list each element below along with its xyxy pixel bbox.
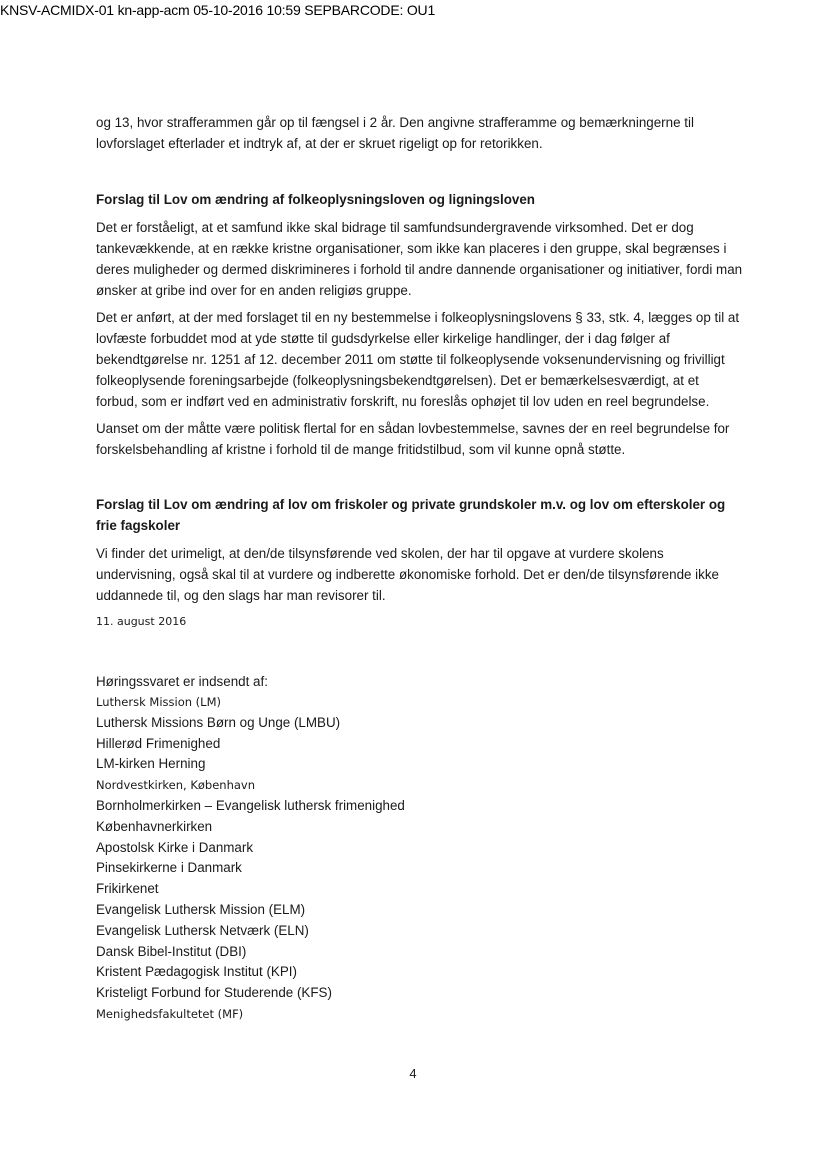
section1-paragraph-2: Det er anført, at der med forslaget til en ny bestemmelse i folkeoplysningslovens § 33, stk. 4, lægges op til at lovfæste forbuddet mod at yde støtte til gudsdyrkelse eller kirkelige handlinger, der i dag følger af bekendtgørelse nr. 1251 af 12. december 2011 om støtte til folkeoplysende voksenundervisning og frivilligt folkeoplysende foreningsarbejde (folkeoplysningsbekendtgørelsen). Det er bemærkelsesværdigt, at et forbud, som er indført ved en administrativ forskrift, nu foreslås ophøjet til lov uden en reel begrundelse. xyxy=(96,310,740,409)
list-item: Dansk Bibel-Institut (DBI) xyxy=(96,943,247,959)
document-body xyxy=(96,112,744,1025)
list-item: Pinsekirkerne i Danmark xyxy=(96,860,242,876)
page-number: 4 xyxy=(409,1066,417,1081)
submitters-list xyxy=(96,692,744,1025)
intro-paragraph: og 13, hvor strafferammen går op til fængsel i 2 år. Den angivne strafferamme og bemærkningerne til lovforslaget efterlader et indtryk af, at der er skruet rigeligt op for retorikken. xyxy=(96,115,694,151)
list-item: Luthersk Mission (LM) xyxy=(96,695,221,709)
list-item: Kristeligt Forbund for Studerende (KFS) xyxy=(96,985,332,1001)
list-item: Menighedsfakultetet (MF) xyxy=(96,1006,244,1021)
list-item: Nordvestkirken, København xyxy=(96,778,256,793)
section1-paragraph-3: Uanset om der måtte være politisk flertal for en sådan lovbestemmelse, savnes der en reel begrundelse for forskelsbehandling af kristne i forhold til de mange fritidstilbud, som vil kunne opnå støtte. xyxy=(96,421,730,457)
list-item: Kristent Pædagogisk Institut (KPI) xyxy=(96,964,297,980)
list-item: Københavnerkirken xyxy=(96,818,213,834)
list-item: Evangelisk Luthersk Netværk (ELN) xyxy=(96,922,309,938)
section1-paragraph-1: Det er forståeligt, at et samfund ikke skal bidrage til samfundsundergravende virksomhed. Det er dog tankevækkende, at en række kristne organisationer, som ikke kan placeres i den gruppe, skal begrænses i deres muligheder og dermed diskrimineres i forhold til andre dannende organisationer og initiativer, fordi man ønsker at gribe ind over for en anden religiøs gruppe. xyxy=(96,220,743,298)
list-item: Bornholmerkirken – Evangelisk luthersk frimenighed xyxy=(96,797,405,813)
document-stamp-header: KNSV-ACMIDX-01 kn-app-acm 05-10-2016 10:59 SEPBARCODE: OU1 xyxy=(0,2,436,18)
list-item: Evangelisk Luthersk Mission (ELM) xyxy=(96,901,306,917)
document-date: 11. august 2016 xyxy=(96,615,187,628)
section-heading-friskoler: Forslag til Lov om ændring af lov om friskoler og private grundskoler m.v. og lov om efterskoler og frie fagskoler xyxy=(96,497,726,533)
section2-paragraph: Vi finder det urimeligt, at den/de tilsynsførende ved skolen, der har til opgave at vurdere skolens undervisning, også skal til at vurdere og indberette økonomiske forhold. Det er den/de tilsynsførende ikke uddannede til, og den slags har man revisorer til. xyxy=(96,546,719,603)
submitted-by-label: Høringssvaret er indsendt af: xyxy=(96,674,268,689)
list-item: Luthersk Missions Børn og Unge (LMBU) xyxy=(96,714,341,730)
list-item: LM-kirken Herning xyxy=(96,756,206,772)
list-item: Apostolsk Kirke i Danmark xyxy=(96,839,254,855)
list-item: Hillerød Frimenighed xyxy=(96,735,221,751)
list-item: Frikirkenet xyxy=(96,881,159,897)
section-heading-folkeoplysningsloven: Forslag til Lov om ændring af folkeoplysningsloven og ligningsloven xyxy=(96,192,535,207)
